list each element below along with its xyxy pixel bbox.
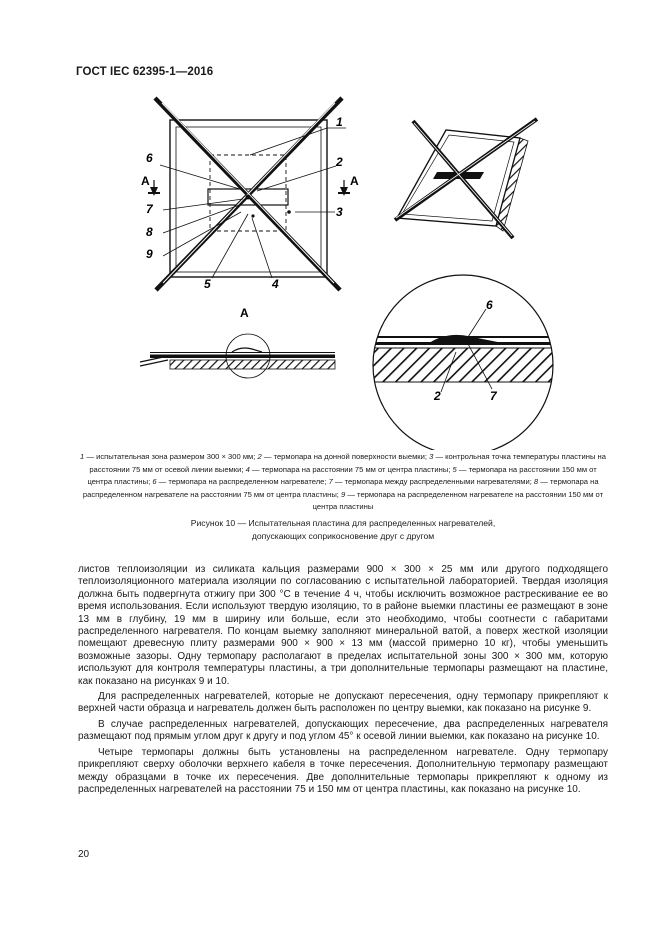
section-mark-right: А (350, 174, 359, 188)
section-a-view (140, 306, 335, 378)
legend-item-6: 6 — термопара на распределенном нагревателе; (152, 477, 329, 487)
label-3: 3 (336, 205, 343, 219)
label-2: 2 (336, 155, 343, 169)
figure-10 (0, 80, 661, 450)
paragraph-4: Четыре термопары должны быть установлены на распределенном нагревателе. Одну термопару прикрепляют сверху оболочки верхнего кабеля в точке пересечения. Дополнительную термопару размещают между образцами в точке их пересечения. Две дополнительные термопары прикрепляют к одному из распределенных нагревателей на расстоянии 75 и 150 мм от центра пластины, как показано на рисунке 10. (78, 746, 608, 795)
plan-view (141, 98, 359, 291)
caption-line-1: Рисунок 10 — Испытательная пластина для распределенных нагревателей, (190, 518, 496, 528)
zoom-detail (360, 275, 570, 450)
label-1: 1 (336, 115, 343, 129)
legend-item-5: 5 — термопара на расстоянии 150 мм от центра пластины; (87, 464, 597, 487)
zoom-label-7: 7 (490, 389, 497, 403)
legend-item-7: 7 — термопара между распределенными нагревателями; (328, 477, 534, 487)
document-header: ГОСТ IEC 62395-1—2016 (76, 66, 214, 78)
thermocouple-center (246, 195, 251, 200)
legend-item-3: 3 — контрольная точка температуры пластины на расстоянии 75 мм от осевой линии выемки; (89, 452, 606, 474)
section-a-title: А (240, 306, 249, 320)
paragraph-2: Для распределенных нагревателей, которые не допускают пересечения, одну термопару прикрепляют к верхней части образца и нагреватель должен быть расположен по центру выемки, как показано на рисунке 9. (78, 691, 608, 715)
label-9: 9 (146, 247, 153, 261)
page-number: 20 (78, 849, 90, 860)
thermocouple-3 (287, 210, 291, 214)
label-7: 7 (146, 202, 153, 216)
legend-item-1: 1 — испытательная зона размером 300 × 300 мм; (80, 452, 258, 461)
zoom-label-2: 2 (434, 389, 441, 403)
label-5: 5 (204, 277, 211, 291)
legend-item-8: 8 — термопара на распределенном нагревателе на расстоянии 75 мм от центра пластины; (82, 477, 599, 499)
perspective-view (395, 119, 537, 238)
paragraph-1: листов теплоизоляции из силиката кальция размерами 900 × 300 × 25 мм или другого подходящего теплоизоляционного материала изоляции по согласованию с испытательной лабораторией. Твердая изоляция должна быть подвергнута отжигу при 300 °С в течение 4 ч, чтобы исключить возможное растрескивание ее во время использования. Если используют твердую изоляцию, то в районе выемки пластины ее размещают в зоне 13 мм в глубину, 19 мм в ширину или больше, если это необходимо, чтобы соотнести с габаритами распределенного нагревателя. По концам выемку заполняют минеральной ватой, а поверх жесткой изоляции помещают древесную плиту размерами 900 × 900 × 13 мм (массой примерно 10 кг), чтобы уменьшить возможные зазоры. Одну термопару располагают в пределах испытательной зоны 300 × 300 мм, которую используют для контроля температуры пластины, а три дополнительные термопары размещают на пластине, как показано на рисунках 9 и 10. (78, 564, 608, 687)
label-8: 8 (146, 225, 153, 239)
legend-item-4: 4 — термопара на расстоянии 75 мм от центра пластины; (245, 464, 453, 474)
zoom-label-6: 6 (486, 298, 493, 312)
legend-item-2: 2 — термопара на донной поверхности выемки; (257, 452, 430, 461)
label-6: 6 (146, 151, 153, 165)
figure-legend (78, 451, 608, 514)
body-text (78, 564, 608, 799)
legend-item-9: 9 — термопара на распределенном нагревателе на расстоянии 150 мм от центра пластины (312, 489, 604, 512)
figure-caption (78, 517, 608, 543)
caption-line-2: допускающих соприкосновение друг с другом (251, 531, 435, 541)
section-mark-left: А (141, 174, 150, 188)
label-4: 4 (272, 277, 279, 291)
paragraph-3: В случае распределенных нагревателей, допускающих пересечение, два распределенных нагревателя размещают под прямым углом друг к другу и под углом 45° к осевой линии выемки, как показано на рисунке 10. (78, 718, 608, 743)
